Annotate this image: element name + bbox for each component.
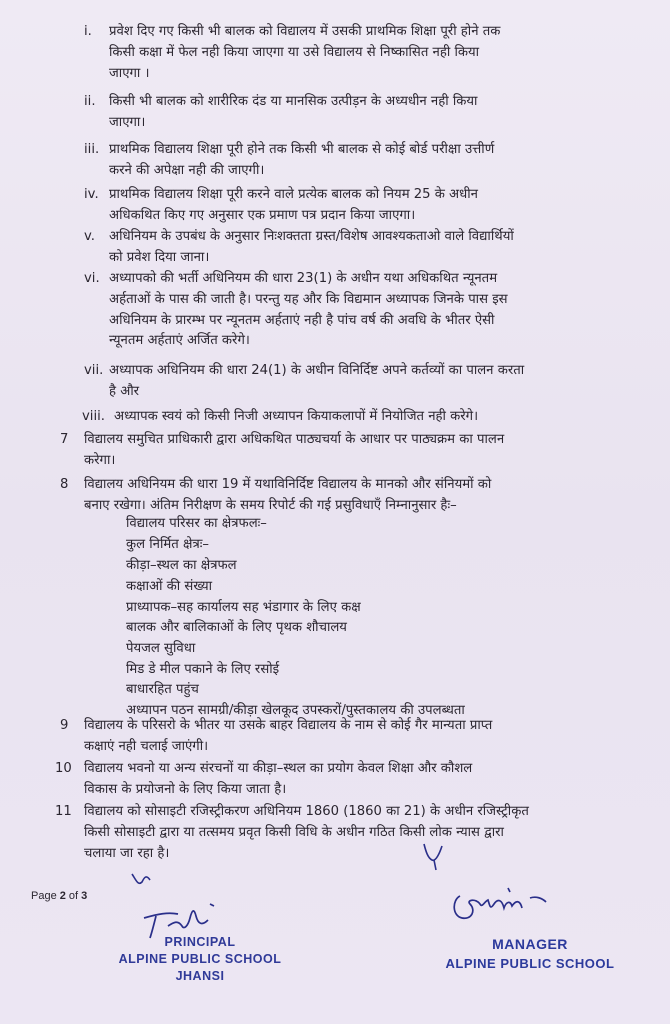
- roman-numeral: v.: [84, 229, 95, 244]
- roman-numeral: ii.: [84, 94, 96, 109]
- facility-item: मिड डे मील पकाने के लिए रसोई: [126, 662, 280, 677]
- item-number: 8: [60, 477, 69, 492]
- roman-numeral: vi.: [84, 271, 100, 286]
- roman-item-text-line: को प्रवेश दिया जाना।: [109, 249, 210, 265]
- roman-item-text-line: करने की अपेक्षा नही की जाएगी।: [109, 162, 265, 178]
- roman-numeral: i.: [84, 24, 92, 39]
- manager-signature: [446, 882, 556, 932]
- roman-numeral: iii.: [84, 142, 100, 157]
- manager-org: ALPINE PUBLIC SCHOOL: [445, 956, 615, 971]
- page-number: Page 2 of 3: [31, 890, 88, 902]
- roman-item-text-line: प्राथमिक विद्यालय शिक्षा पूरी करने वाले प्रत्येक बालक को नियम 25 के अधीन: [109, 187, 478, 202]
- roman-numeral: vii.: [84, 363, 104, 378]
- facility-item: कुल निर्मित क्षेत्रः–: [126, 537, 209, 552]
- roman-item-text-line: अध्यापको की भर्ती अधिनियम की धारा 23(1) के अधीन यथा अधिकथित न्यूनतम: [109, 271, 498, 286]
- principal-city: JHANSI: [175, 969, 225, 983]
- principal-stamp: [100, 934, 300, 985]
- roman-item-text-line: किसी कक्षा में फेल नही किया जाएगा या उसे विद्यालय से निष्कासित नही किया: [109, 44, 480, 60]
- manager-stamp: [430, 934, 630, 974]
- roman-item-text-line: अधिनियम के उपबंध के अनुसार निःशक्तता ग्रस्त/विशेष आवश्यकताओ वाले विद्यार्थियों: [109, 229, 514, 244]
- facility-item: प्राध्यापक–सह कार्यालय सह भंडागार के लिए कक्ष: [126, 600, 361, 615]
- item-text-line: किसी सोसाइटी द्वारा या तत्समय प्रवृत किसी विधि के अधीन गठित किसी लोक न्यास द्वारा: [84, 824, 504, 840]
- item-text-line: विद्यालय के परिसरो के भीतर या उसके बाहर विद्यालय के नाम से कोई गैर मान्यता प्राप्त: [84, 718, 493, 733]
- roman-item-text-line: किसी भी बालक को शारीरिक दंड या मानसिक उत्पीड़न के अध्यधीन नही किया: [109, 94, 478, 109]
- facility-item: अध्यापन पठन सामग्री/कीड़ा खेलकूद उपस्करों/पुस्तकालय की उपलब्धता: [126, 703, 465, 718]
- facility-item: पेयजल सुविधा: [126, 641, 196, 656]
- facility-item: विद्यालय परिसर का क्षेत्रफलः–: [126, 516, 267, 531]
- roman-item-text-line: प्रवेश दिए गए किसी भी बालक को विद्यालय में उसकी प्राथमिक शिक्षा पूरी होने तक: [109, 24, 501, 39]
- principal-title: PRINCIPAL: [164, 935, 236, 949]
- item-number: 11: [55, 804, 72, 819]
- facility-item: बाधारहित पहुंच: [126, 682, 199, 697]
- item-number: 10: [55, 761, 72, 776]
- facility-item: कीड़ा–स्थल का क्षेत्रफल: [126, 558, 237, 573]
- item-text-line: विकास के प्रयोजनो के लिए किया जाता है।: [84, 781, 287, 797]
- roman-item-text-line: जाएगा ।: [109, 65, 150, 81]
- manager-title: MANAGER: [492, 936, 568, 952]
- roman-item-text-line: अधिनियम के प्रारम्भ पर न्यूनतम अर्हताएं नही है पांच वर्ष की अवधि के भीतर ऐसी: [109, 312, 495, 328]
- item-text-line: विद्यालय समुचित प्राधिकारी द्वारा अधिकथित पाठ्यचर्या के आधार पर पाठ्यक्रम का पालन: [84, 432, 505, 447]
- roman-item-text-line: न्यूनतम अर्हताएं अर्जित करेगे।: [109, 333, 250, 349]
- facility-item: कक्षाओं की संख्या: [126, 579, 213, 594]
- item-text-line: कक्षाएं नही चलाई जाएंगी।: [84, 738, 209, 754]
- item-text-line: चलाया जा रहा है।: [84, 845, 170, 861]
- roman-numeral: iv.: [84, 187, 99, 202]
- item-text-line: विद्यालय भवनो या अन्य संरचनों या कीड़ा–स्थल का प्रयोग केवल शिक्षा और कौशल: [84, 761, 473, 776]
- roman-item-text-line: अर्हताओं के पास की जाती है। परन्तु यह और कि विद्यमान अध्यापक जिनके पास इस: [109, 291, 508, 307]
- roman-item-text-line: अधिकथित किए गए अनुसार एक प्रमाण पत्र प्रदान किया जाएगा।: [109, 207, 416, 223]
- roman-item-text-line: अध्यापक अधिनियम की धारा 24(1) के अधीन विनिर्दिष्ट अपने कर्तव्यों का पालन करता: [109, 363, 525, 378]
- item-text-line: बनाए रखेगा। अंतिम निरीक्षण के समय रिपोर्ट की गई प्रसुविधाएँ निम्नानुसार हैः–: [84, 497, 457, 513]
- item-text-line: विद्यालय अधिनियम की धारा 19 में यथाविनिर्दिष्ट विद्यालय के मानको और संनियमों को: [84, 477, 492, 492]
- item-text-line: करेगा।: [84, 452, 116, 468]
- facility-item: बालक और बालिकाओं के लिए पृथक शौचालय: [126, 620, 347, 635]
- item-number: 7: [60, 432, 69, 447]
- roman-item-text-line: जाएगा।: [109, 114, 146, 130]
- item-text-line: विद्यालय को सोसाइटी रजिस्ट्रीकरण अधिनियम 1860 (1860 का 21) के अधीन रजिस्ट्रीकृत: [84, 804, 529, 819]
- principal-initial-mark: [128, 868, 158, 892]
- principal-org: ALPINE PUBLIC SCHOOL: [118, 952, 282, 966]
- roman-item-text-line: अध्यापक स्वयं को किसी निजी अध्यापन कियाकलापों में नियोजित नही करेगे।: [114, 409, 479, 424]
- roman-numeral: viii.: [82, 409, 105, 424]
- initials-signature: [418, 838, 454, 872]
- roman-item-text-line: है और: [109, 383, 140, 399]
- item-number: 9: [60, 718, 69, 733]
- roman-item-text-line: प्राथमिक विद्यालय शिक्षा पूरी होने तक किसी भी बालक से कोई बोर्ड परीक्षा उत्तीर्ण: [109, 142, 495, 157]
